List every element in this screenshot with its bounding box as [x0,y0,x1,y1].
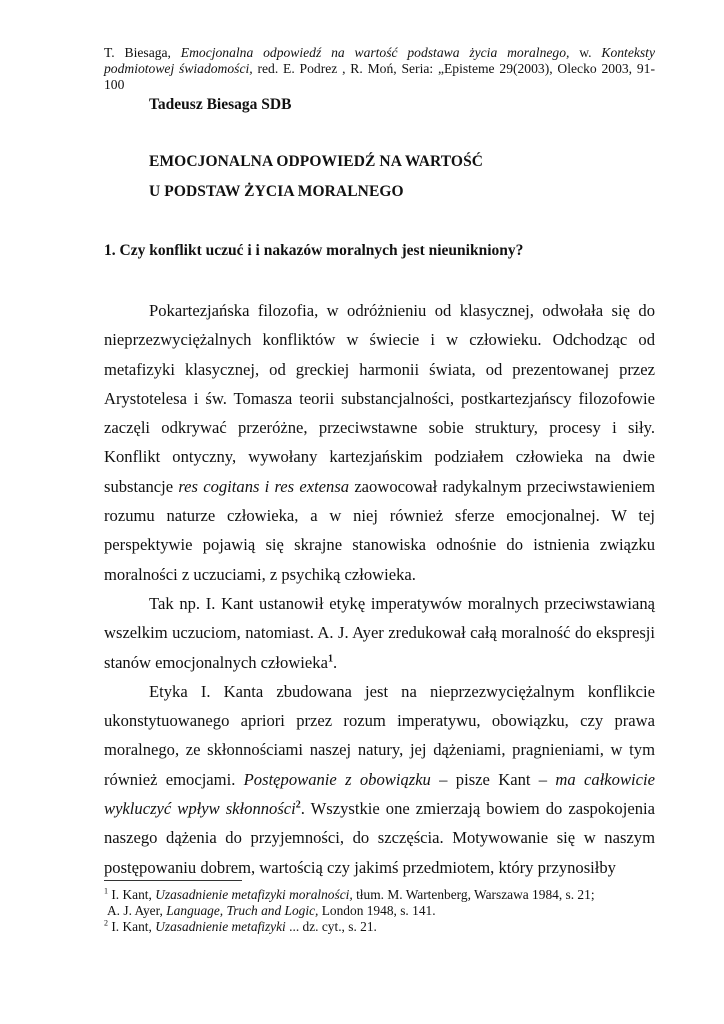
footnote-1-cont-text-b: London 1948, s. 141. [318,903,436,918]
footnote-1-italic: Uzasadnienie metafizyki moralności, [155,887,353,902]
paragraph-2-end: . [332,652,338,672]
paragraph-3-text-b: – pisze Kant – [430,769,556,789]
citation-article-title: Emocjonalna odpowiedź na wartość podstawa życia moralnego, [180,45,570,60]
paragraph-1-text-a: Pokartezjańska filozofia, w odróżnieniu od klasycznej, odwołała się do nieprzezwyciężalnych konfliktów w świecie i w człowieku. Odchodząc od metafizyki klasycznej, od greckiej harmonii świata, od prezentowanej przez Arystotelesa i św. Tomasza teorii substancjalności, postkartezjańscy filozofowie zaczęli odkrywać przeróżne, przeciwstawne sobie struktury, procesy i siły. Konflikt ontyczny, wywołany kartezjańskim podziałem człowieka na dwie substancje [104,301,655,496]
footnote-2-number: 2 [104,918,108,928]
author-name: Tadeusz Biesaga SDB [149,96,292,113]
footnote-1-cont-italic: Language, Truch and Logic, [166,903,319,918]
footnote-1 [104,887,595,903]
paragraph-1 [104,296,655,589]
footnote-2-text-b: ... dz. cyt., s. 21. [285,919,377,934]
body-text [104,296,655,882]
citation-suffix: red. E. Podrez , R. Moń, Seria: „Episteme 29(2003), Olecko 2003, 91-100 [104,61,655,92]
footnote-1-cont-text-a: A. J. Ayer, [107,903,167,918]
paragraph-3-text-c: . Wszystkie one zmierzają bowiem do zaspokojenia naszego dążenia do przyjemności, do szczęścia. Motywowanie się w naszym postępowaniu dobrem, wartością czy jakimś przedmiotem, który przynosiłby [104,799,655,877]
paragraph-2-text: Tak np. I. Kant ustanowił etykę imperatywów moralnych przeciwstawianą wszelkim uczuciom, natomiast. A. J. Ayer zredukował całą moralność do ekspresji stanów emocjonalnych człowieka [104,593,655,672]
paragraph-1-italic: res cogitans i res extensa [178,476,350,496]
footnote-2 [104,919,377,935]
footnote-separator [104,880,242,881]
footnote-1-text-a: I. Kant, [108,887,156,902]
article-title-line-1: EMOCJONALNA ODPOWIEDŹ NA WARTOŚĆ [149,153,484,170]
citation-book-title: Konteksty podmiotowej świadomości, [104,45,655,76]
footnote-1-continuation [107,903,436,919]
paragraph-3-italic-2: ma całkowicie wykluczyć wpływ skłonności [104,769,655,819]
article-title-line-2: U PODSTAW ŻYCIA MORALNEGO [149,183,404,200]
paragraph-2 [104,589,655,677]
footnote-1-text-b: tłum. M. Wartenberg, Warszawa 1984, s. 21; [352,887,595,902]
paragraph-3-italic-1: Postępowanie z obowiązku [243,769,431,789]
footnote-2-italic: Uzasadnienie metafizyki [155,919,286,934]
footnote-ref-2[interactable]: 2 [295,799,301,811]
section-heading: 1. Czy konflikt uczuć i i nakazów moralnych jest nieunikniony? [104,242,524,259]
citation-in: w. [569,45,602,60]
paragraph-1-text-b: zaowocował radykalnym przeciwstawieniem rozumu naturze człowieka, a w niej również sferze emocjonalnej. W tej perspektywie pojawią się skrajne stanowiska odnośnie do istnienia związku moralności z uczuciami, z psychiką człowieka. [104,476,655,584]
paragraph-3 [104,677,655,882]
footnote-1-number: 1 [104,886,108,896]
paragraph-3-text-a: Etyka I. Kanta zbudowana jest na nieprzezwyciężalnym konflikcie ukonstytuowanego apriori przez rozum imperatywu, obowiązku, czy prawa moralnego, ze skłonnościami naszej natury, jej dążeniami, pragnieniami, w tym również emocjami. [104,681,655,789]
citation-prefix: T. Biesaga, [104,45,181,60]
footnote-ref-1[interactable]: 1 [327,653,333,665]
footnote-2-text-a: I. Kant, [108,919,156,934]
citation-header [104,45,655,93]
